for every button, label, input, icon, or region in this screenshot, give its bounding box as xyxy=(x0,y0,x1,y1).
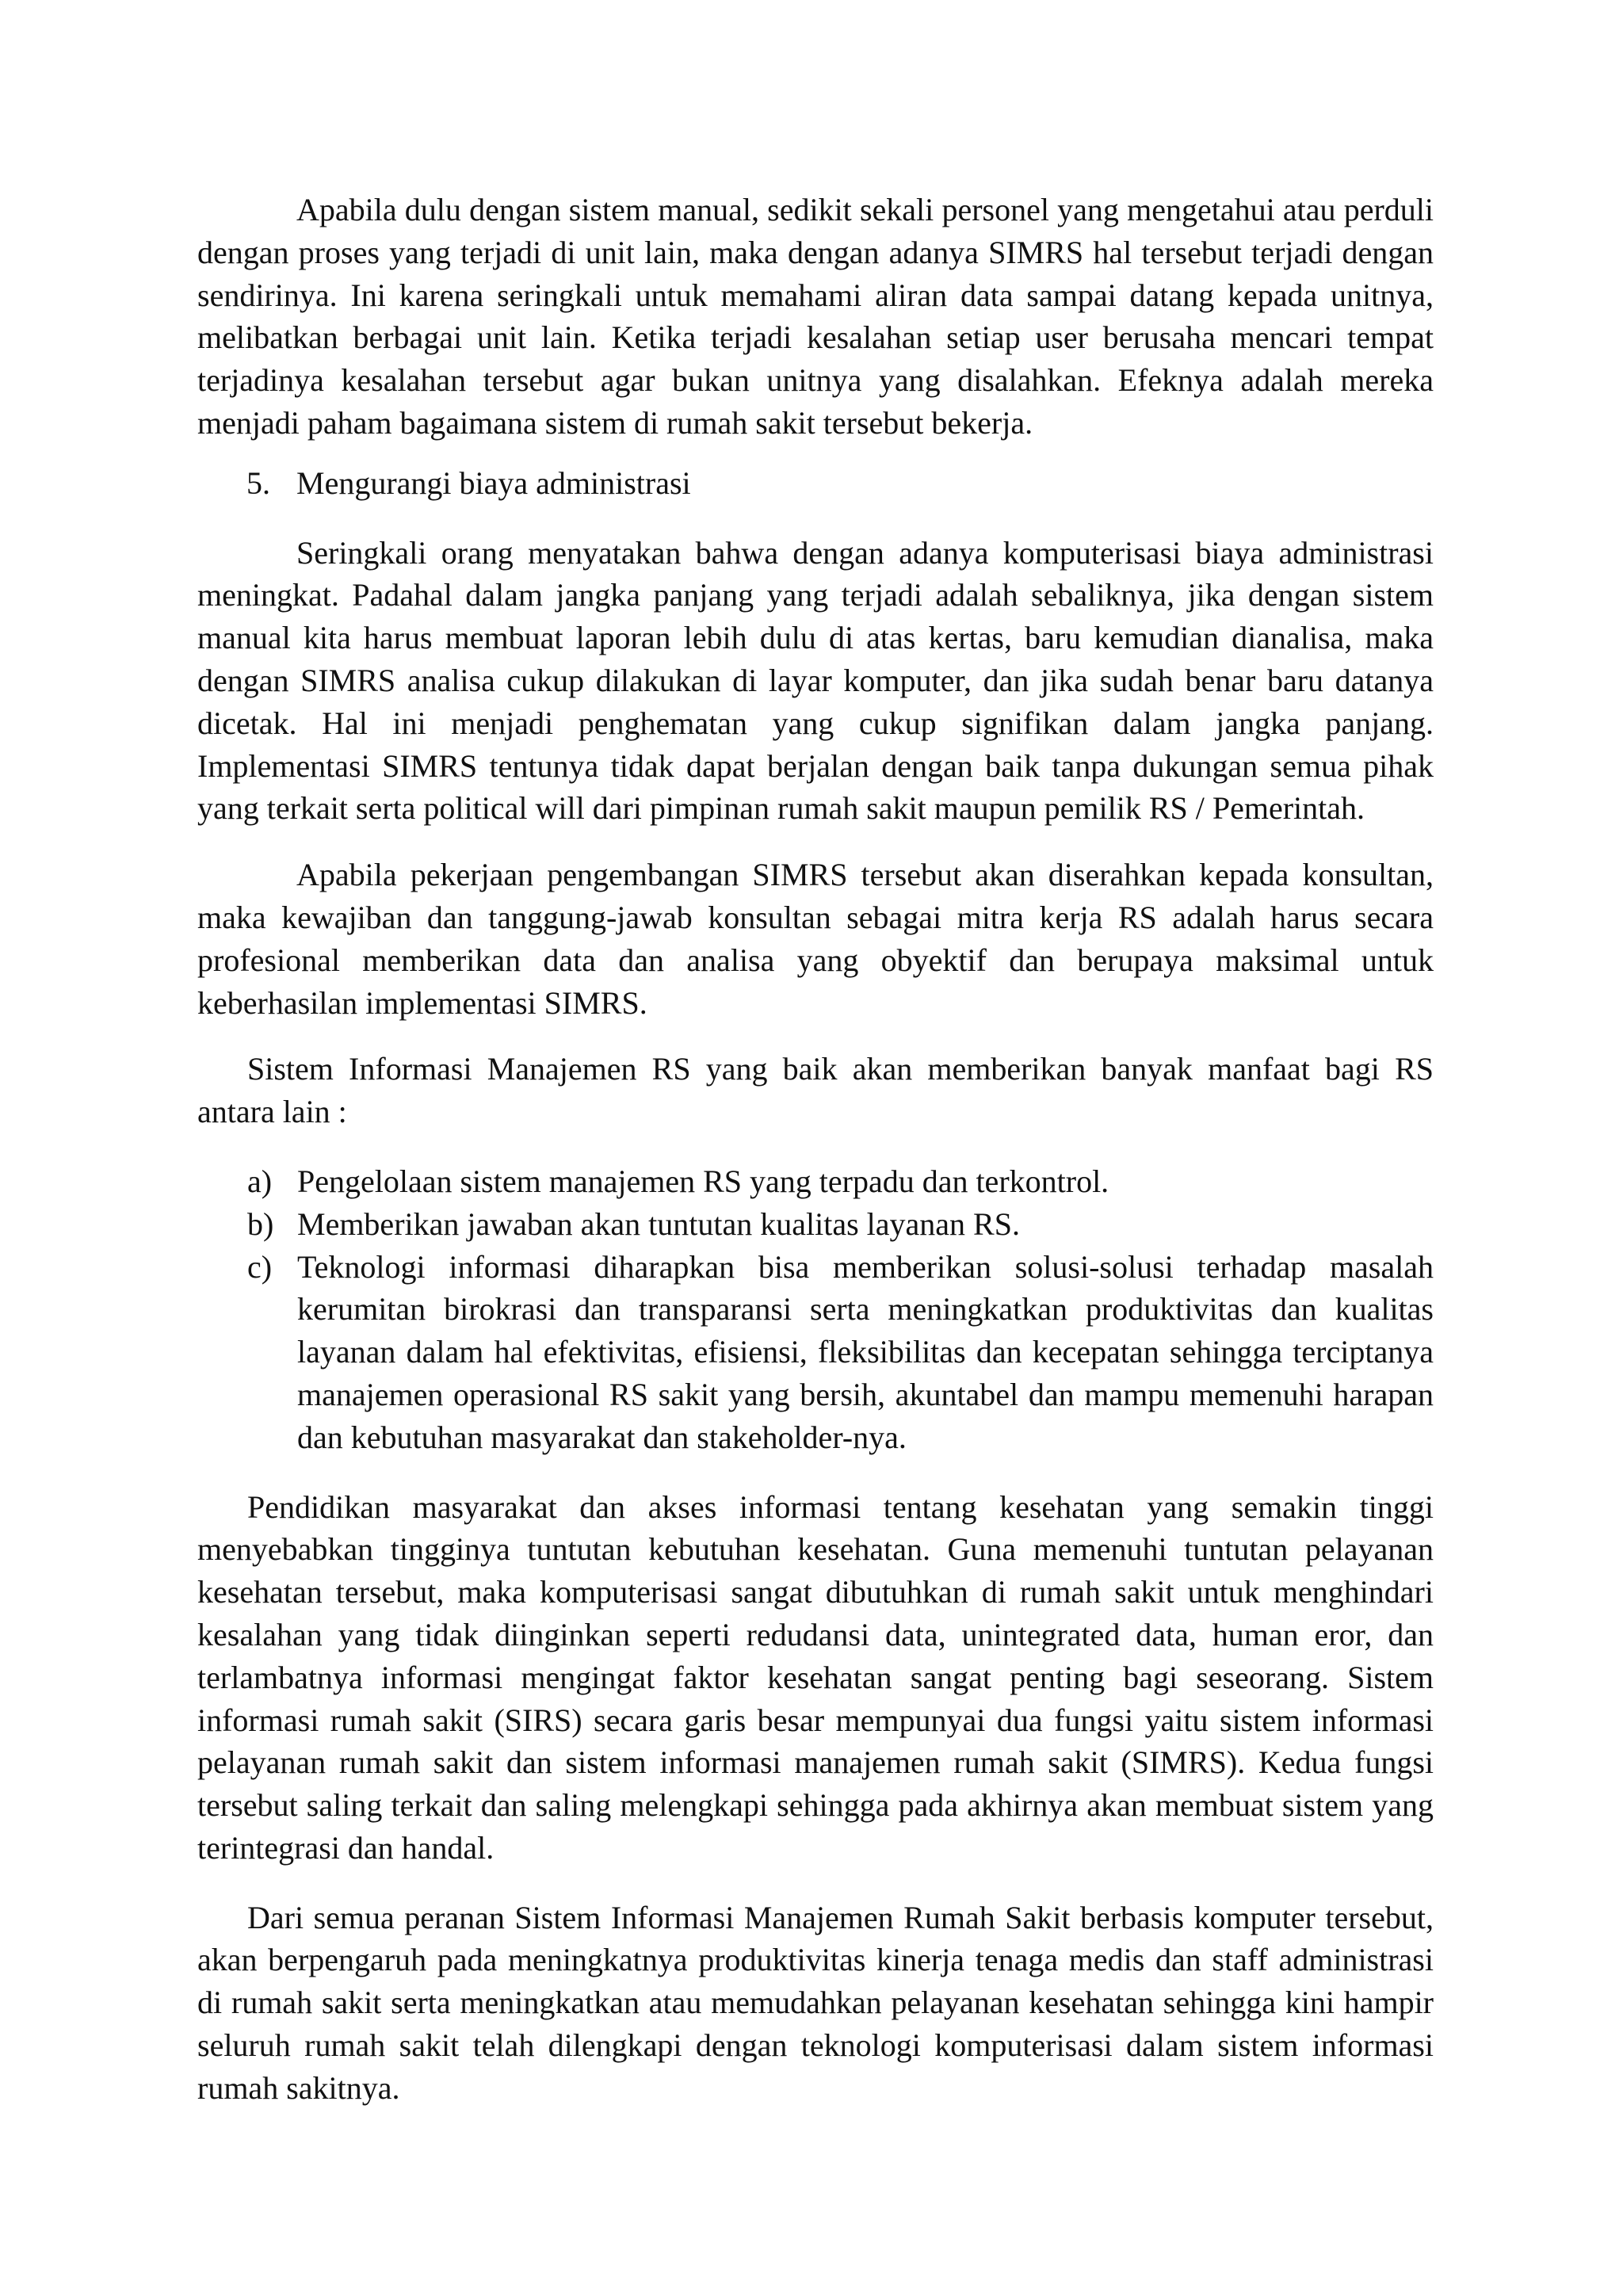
list-item xyxy=(247,1160,1434,1203)
document-body xyxy=(197,189,1434,2110)
list-marker: c) xyxy=(247,1248,273,1285)
paragraph-manual-system: Apabila dulu dengan sistem manual, sedikit sekali personel yang mengetahui atau perduli dengan proses yang terjadi di unit lain, maka dengan adanya SIMRS hal tersebut terjadi dengan sendirinya. Ini karena seringkali untuk memahami aliran data sampai datang kepada unitnya, melibatkan berbagai unit lain. Ketika terjadi kesalahan setiap user berusaha mencari tempat terjadinya kesalahan tersebut agar bukan unitnya yang disalahkan. Efeknya adalah mereka menjadi paham bagaimana sistem di rumah sakit tersebut bekerja. xyxy=(197,192,1434,441)
item-title: Mengurangi biaya administrasi xyxy=(296,464,691,501)
list-text: Pengelolaan sistem manajemen RS yang terpadu dan terkontrol. xyxy=(297,1163,1109,1199)
paragraph-consultant: Apabila pekerjaan pengembangan SIMRS tersebut akan diserahkan kepada konsultan, maka kewajiban dan tanggung-jawab konsultan sebagai mitra kerja RS adalah harus secara profesional memberikan data dan analisa yang obyektif dan berupaya maksimal untuk keberhasilan implementasi SIMRS. xyxy=(197,857,1434,1021)
numbered-item-5 xyxy=(246,462,1434,505)
benefits-list xyxy=(197,1160,1434,1459)
list-text: Memberikan jawaban akan tuntutan kualitas layanan RS. xyxy=(297,1205,1020,1242)
list-marker: b) xyxy=(247,1205,274,1242)
list-marker: a) xyxy=(247,1163,273,1199)
paragraph-administration-cost: Seringkali orang menyatakan bahwa dengan adanya komputerisasi biaya administrasi meningkat. Padahal dalam jangka panjang yang terjadi adalah sebaliknya, jika dengan sistem manual kita harus membuat laporan lebih dulu di atas kertas, baru kemudian dianalisa, maka dengan SIMRS analisa cukup dilakukan di layar komputer, dan jika sudah benar baru datanya dicetak. Hal ini menjadi penghematan yang cukup signifikan dalam jangka panjang. Implementasi SIMRS tentunya tidak dapat berjalan dengan baik tanpa dukungan semua pihak yang terkait serta political will dari pimpinan rumah sakit maupun pemilik RS / Pemerintah. xyxy=(197,534,1434,827)
list-item xyxy=(247,1203,1434,1246)
list-item xyxy=(247,1246,1434,1459)
paragraph-conclusion: Dari semua peranan Sistem Informasi Manajemen Rumah Sakit berbasis komputer tersebut, akan berpengaruh pada meningkatnya produktivitas kinerja tenaga medis dan staff administrasi di rumah sakit serta meningkatkan atau memudahkan pelayanan kesehatan sehingga kini hampir seluruh rumah sakit telah dilengkapi dengan teknologi komputerisasi dalam sistem informasi rumah sakitnya. xyxy=(197,1899,1434,2106)
paragraph-benefits-intro: Sistem Informasi Manajemen RS yang baik akan memberikan banyak manfaat bagi RS antara lain : xyxy=(197,1051,1434,1130)
item-number: 5. xyxy=(246,464,270,501)
paragraph-public-education: Pendidikan masyarakat dan akses informasi tentang kesehatan yang semakin tinggi menyebabkan tingginya tuntutan kebutuhan kesehatan. Guna memenuhi tuntutan pelayanan kesehatan tersebut, maka komputerisasi sangat dibutuhkan di rumah sakit untuk menghindari kesalahan yang tidak diinginkan seperti redudansi data, unintegrated data, human eror, dan terlambatnya informasi mengingat faktor kesehatan sangat penting bagi seseorang. Sistem informasi rumah sakit (SIRS) secara garis besar mempunyai dua fungsi yaitu sistem informasi pelayanan rumah sakit dan sistem informasi manajemen rumah sakit (SIMRS). Kedua fungsi tersebut saling terkait dan saling melengkapi sehingga pada akhirnya akan membuat sistem yang terintegrasi dan handal. xyxy=(197,1488,1434,1866)
list-text: Teknologi informasi diharapkan bisa memberikan solusi-solusi terhadap masalah kerumitan birokrasi dan transparansi serta meningkatkan produktivitas dan kualitas layanan dalam hal efektivitas, efisiensi, fleksibilitas dan kecepatan sehingga terciptanya manajemen operasional RS sakit yang bersih, akuntabel dan mampu memenuhi harapan dan kebutuhan masyarakat dan stakeholder-nya. xyxy=(297,1248,1434,1455)
